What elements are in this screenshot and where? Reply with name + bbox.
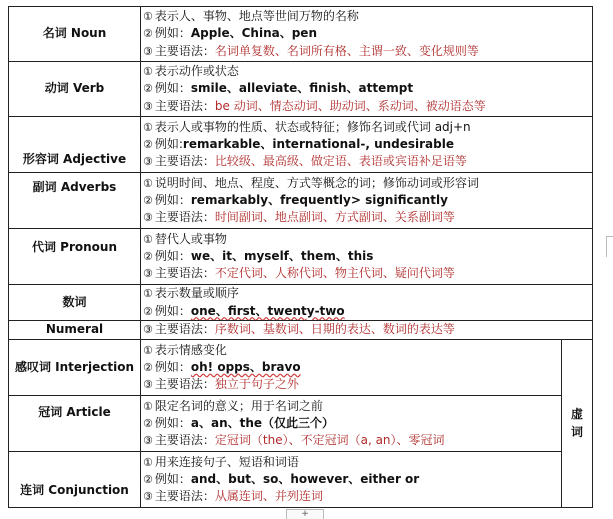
table-row xyxy=(9,173,593,229)
description-cell: ① 限定名词的意义；用于名词之前 ② 例如：a、an、the（仅此三个） ③ 主要语法：定冠词（the）、不定冠词（a, an）、零冠词 xyxy=(141,396,562,452)
page-edge-marker xyxy=(606,236,613,257)
table-row xyxy=(9,340,593,396)
function-word-label: 虚 词 xyxy=(562,340,593,508)
term-cell: Numeral xyxy=(9,321,141,340)
term-cell: 副词 Adverbs xyxy=(9,173,141,229)
term-cell: 代词 Pronoun xyxy=(9,229,141,285)
term-cell: 形容词 Adjective xyxy=(9,117,141,173)
description-cell: ① 表示情感变化 ② 例如：oh! opps、bravo ③ 主要语法：独立于句子之外 xyxy=(141,340,562,396)
description-cell: ③ 主要语法：序数词、基数词、日期的表达、数词的表达等 xyxy=(141,321,593,340)
parts-of-speech-table xyxy=(8,6,593,508)
table-row xyxy=(9,452,593,508)
description-cell: ① 替代人或事物 ② 例如：we、it、myself、them、this ③ 主要语法：不定代词、人称代词、物主代词、疑问代词等 xyxy=(141,229,593,285)
term-cell: 感叹词 Interjection xyxy=(9,340,141,396)
description-cell: ① 表示人或事物的性质、状态或特征；修饰名词或代词 adj+n ② 例如:remarkable、international-, undesirable ③ 主要语法：比较级、最高级、做定语、表语或宾语补足语等 xyxy=(141,117,593,173)
description-cell: ① 表示人、事物、地点等世间万物的名称 ② 例如：Apple、China、pen ③ 主要语法：名词单复数、名词所有格、主谓一致、变化规则等 xyxy=(141,7,593,62)
description-cell: ① 表示数量或顺序 ② 例如：one、first、twenty-two xyxy=(141,285,593,321)
table-row xyxy=(9,285,593,321)
table-row xyxy=(9,321,593,340)
term-cell: 冠词 Article xyxy=(9,396,141,452)
term-cell: 动词 Verb xyxy=(9,62,141,117)
table-row xyxy=(9,117,593,173)
term-cell: 数词 xyxy=(9,285,141,321)
term-cell: 连词 Conjunction xyxy=(9,452,141,508)
table-row xyxy=(9,396,593,452)
add-row-handle[interactable]: + xyxy=(286,509,324,519)
table-row xyxy=(9,229,593,285)
description-cell: ① 表示动作或状态 ② 例如：smile、alleviate、finish、attempt ③ 主要语法：be 动词、情态动词、助动词、系动词、被动语态等 xyxy=(141,62,593,117)
description-cell: ① 用来连接句子、短语和词语 ② 例如：and、but、so、however、either or ③ 主要语法：从属连词、并列连词 xyxy=(141,452,562,508)
table-row xyxy=(9,7,593,62)
table-row xyxy=(9,62,593,117)
description-cell: ① 说明时间、地点、程度、方式等概念的词；修饰动词或形容词 ② 例如：remarkably、frequently> significantly ③ 主要语法：时间副词、地点副词、方式副词、关系副词等 xyxy=(141,173,593,229)
term-cell: 名词 Noun xyxy=(9,7,141,62)
